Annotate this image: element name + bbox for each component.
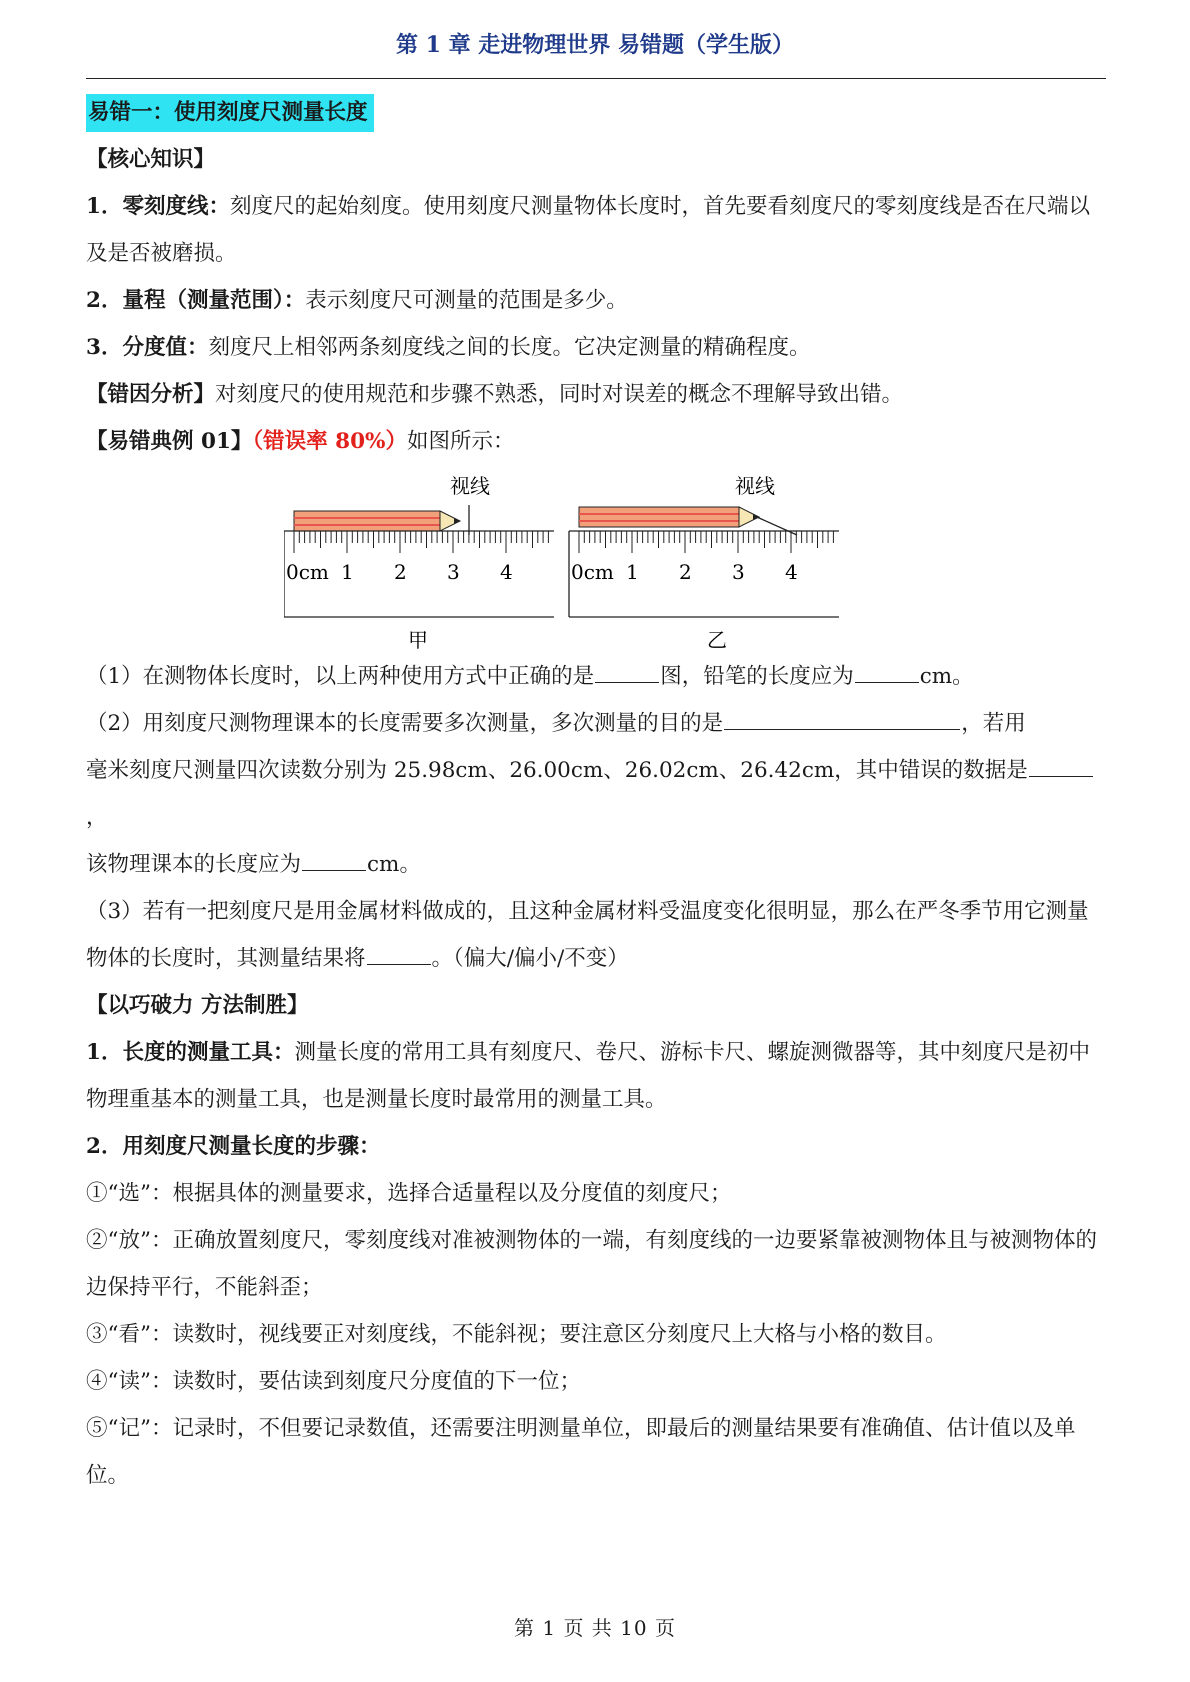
method-step: ④“读”：读数时，要估读到刻度尺分度值的下一位； [86,1369,581,1394]
answer-blank[interactable] [855,660,919,683]
question-text: （2）用刻度尺测物理课本的长度需要多次测量，多次测量的目的是 [86,711,724,736]
ruler-tick-label: 1 [341,560,354,584]
question-2 [86,700,1106,888]
question-text: cm。 [919,664,974,689]
answer-blank[interactable] [595,660,659,683]
error-analysis-text: 对刻度尺的使用规范和步骤不熟悉，同时对误差的概念不理解导致出错。 [215,382,904,407]
question-text: （1）在测物体长度时，以上两种使用方式中正确的是 [86,664,595,689]
answer-blank[interactable] [302,848,366,871]
figure-b [569,474,839,652]
header-divider [86,78,1106,79]
core-knowledge-heading: 【核心知识】 [86,147,216,172]
error-analysis-label: 【错因分析】 [86,382,216,407]
pencil-body [579,507,739,527]
question-text: （3）若有一把刻度尺是用金属材料做成的，且这种金属材料受温度变化很明显，那么在严冬季节用它测量物体的长度时，其测量结果将 [86,899,1089,971]
figure-a [284,474,554,652]
ruler-tick-label: 2 [679,560,692,584]
ruler-ticks [294,531,548,553]
knowledge-item-3 [86,324,1106,371]
ruler-tick-label: 3 [732,560,745,584]
pencil-lead [454,518,460,524]
pencil-lead [753,514,759,520]
knowledge-label: 2．量程（测量范围）： [86,288,306,313]
ruler-tick-label: 4 [785,560,798,584]
method-tool-label: 1．长度的测量工具： [86,1040,295,1065]
knowledge-label: 3．分度值： [86,335,209,360]
question-text: cm。 [367,852,421,877]
example-label: 【易错典例 01】 [86,429,253,454]
method-tool-text: 测量长度的常用工具有刻度尺、卷尺、游标卡尺、螺旋测微器等，其中刻度尺是初中物理重基本的测量工具，也是测量长度时最常用的测量工具。 [86,1040,1090,1112]
ruler-figure [86,465,1106,653]
question-1 [86,653,1106,700]
question-text: 毫米刻度尺测量四次读数分别为 25.98cm、26.00cm、26.02cm、26.42cm，其中错误的数据是 [86,758,1028,783]
example-text: 如图所示： [407,429,515,454]
method-tool [86,1029,1106,1123]
ruler-tick-label: 1 [626,560,639,584]
ruler-tick-label: 3 [447,560,460,584]
knowledge-text: 刻度尺上相邻两条刻度线之间的长度。它决定测量的精确程度。 [208,335,811,360]
ruler-tick-label: 2 [394,560,407,584]
method-step: ①“选”：根据具体的测量要求，选择合适量程以及分度值的刻度尺； [86,1181,732,1206]
error-analysis [86,371,1106,418]
document-body [86,86,1106,1499]
page-title: 第 1 章 走进物理世界 易错题（学生版） [396,32,794,58]
sight-line-label: 视线 [735,474,775,498]
example-heading [86,418,1106,465]
method-step: ⑤“记”：记录时，不但要记录数值，还需要注明测量单位，即最后的测量结果要有准确值、估计值以及单位。 [86,1416,1076,1488]
method-step: ③“看”：读数时，视线要正对刻度线，不能斜视；要注意区分刻度尺上大格与小格的数目。 [86,1322,947,1347]
knowledge-text: 表示刻度尺可测量的范围是多少。 [305,288,628,313]
answer-blank[interactable] [1029,754,1093,777]
ruler-tick-label: 4 [500,560,513,584]
question-text: ， [86,805,108,830]
sight-line-label: 视线 [450,474,490,498]
method-heading: 【以巧破力 方法制胜】 [86,993,309,1018]
ruler-tick-labels [286,560,513,584]
question-text: 该物理课本的长度应为 [86,852,302,877]
pencil-body [294,511,440,531]
ruler-tick-label: 0cm [286,560,329,584]
figure-caption-b: 乙 [707,628,727,652]
method-step: ②“放”：正确放置刻度尺，零刻度线对准被测物体的一端，有刻度线的一边要紧靠被测物体且与被测物体的边保持平行，不能斜歪； [86,1228,1097,1300]
question-3 [86,888,1106,982]
answer-blank[interactable] [367,942,431,965]
figure-caption-a: 甲 [408,628,428,652]
knowledge-text: 刻度尺的起始刻度。使用刻度尺测量物体长度时，首先要看刻度尺的零刻度线是否在尺端以及是否被磨损。 [86,194,1090,266]
method-steps-heading: 2．用刻度尺测量长度的步骤： [86,1134,381,1159]
ruler-diagram [284,465,884,653]
answer-blank[interactable] [724,707,960,730]
question-text: 图，铅笔的长度应为 [660,664,854,689]
knowledge-item-1 [86,183,1106,277]
question-text: 。（偏大/偏小/不变） [431,946,629,971]
ruler-tick-labels [571,560,798,584]
section-heading: 易错一：使用刻度尺测量长度 [86,94,374,132]
question-text: ，若用 [961,711,1026,736]
knowledge-item-2 [86,277,1106,324]
knowledge-label: 1．零刻度线： [86,194,230,219]
page-number: 第 1 页 共 10 页 [514,1616,676,1640]
ruler-tick-label: 0cm [571,560,614,584]
error-rate: （错误率 80%） [252,429,407,454]
